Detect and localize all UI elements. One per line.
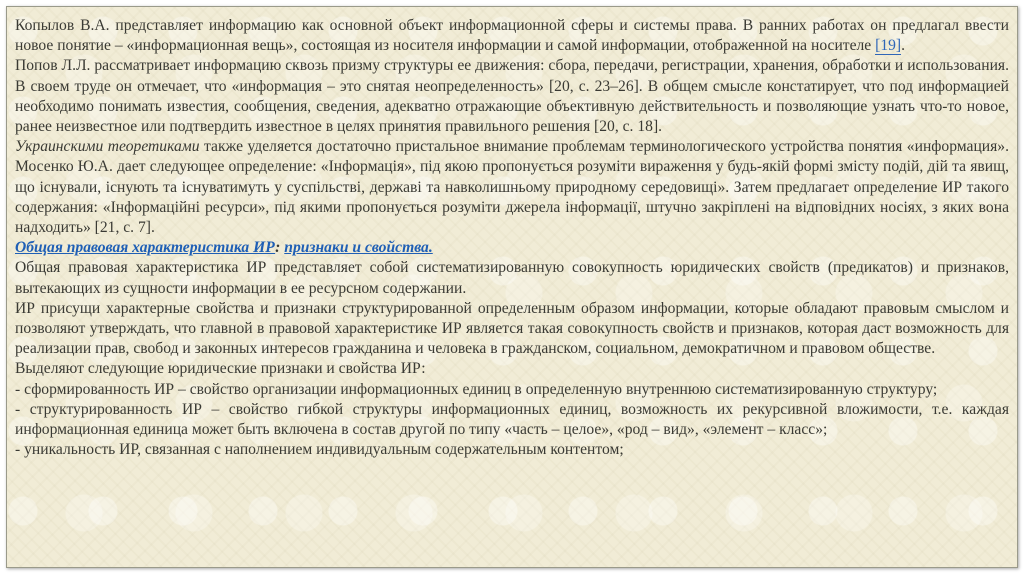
paragraph-kopylov: [15, 16, 1009, 56]
slide-frame: [6, 6, 1018, 568]
paragraph-ukrainian: [15, 137, 1009, 238]
paragraph-properties: ИР присущи характерные свойства и признаки структурированной определенным образом информации, которые обладают правовым смыслом и позволяют утверждать, что главной в правовой характеристике ИР является такая совокупность свойств и признаков, которая даст возможность для реализации прав, свобод и законных интересов гражданина и человека в гражданском, социальном, демократичном и правовом обществе.: [15, 299, 1009, 358]
section-heading: [15, 238, 1009, 258]
paragraph-ukrainian-italic: Украинскими теоретиками: [15, 138, 200, 156]
heading-link-characteristics[interactable]: Общая правовая характеристика ИР: [15, 239, 276, 257]
paragraph-list-intro: Выделяют следующие юридические признаки и свойства ИР:: [15, 360, 426, 378]
citation-link-19[interactable]: [19]: [875, 37, 902, 55]
list-item: - сформированность ИР – свойство организации информационных единиц в определенную внутреннюю систематизированную структуру;: [15, 380, 938, 398]
list-item: - уникальность ИР, связанная с наполнением индивидуальным содержательным контентом;: [15, 441, 624, 459]
paragraph-kopylov-end: .: [901, 37, 906, 55]
paragraph-general: Общая правовая характеристика ИР представляет собой систематизированную совокупность юридических свойств (предикатов) и признаков, вытекающих из сущности информации в ее ресурсном содержании.: [15, 259, 1009, 297]
list-item: - структурированность ИР – свойство гибкой структуры информационных единиц, возможность их рекурсивной вложимости, т.е. каждая информационная единица может быть включена в состав другой по типу «часть – целое», «род – вид», «элемент – класс»;: [15, 400, 1009, 439]
heading-separator: :: [275, 239, 281, 257]
paragraph-popov: Попов Л.Л. рассматривает информацию сквозь призму структуры ее движения: сбора, передачи, регистрации, хранения, обработки и использования. В своем труде он отмечает, что «информация – это снятая неопределенность» [20, с. 23–26]. В общем смысле констатирует, что под информацией необходимо понимать известия, сообщения, сведения, адекватно отражающие объективную действительность и позволяющие узнать что-то новое, ранее неизвестное или подтвердить известное в целях принятия правильного решения [20, с. 18].: [15, 57, 1009, 136]
paragraph-ukrainian-text: также уделяется достаточно пристальное внимание проблемам терминологического устройства понятия «информация». Мосенко Ю.А. дает следующее определение: «Інформація», під якою пропонується розуміти вираження у будь-якій формі змісту подій, дій та явищ, що існували, існують та існуватимуть у суспільстві, державі та навколишньому природному середовищі». Затем предлагает определение ИР такого содержания: «Інформаційні ресурси», під якими пропонується розуміти джерела інформації, штучно закріплені на відповідних носіях, з яких вона надходить» [21, с. 7].: [15, 138, 1009, 237]
heading-link-properties[interactable]: признаки и свойства.: [284, 239, 433, 257]
document-body: [15, 16, 1009, 460]
paragraph-kopylov-text: Копылов В.А. представляет информацию как основной объект информационной сферы и системы права. В ранних работах он предлагал ввести новое понятие – «информационная вещь», состоящая из носителя информации и самой информации, отображенной на носителе: [15, 17, 1009, 55]
